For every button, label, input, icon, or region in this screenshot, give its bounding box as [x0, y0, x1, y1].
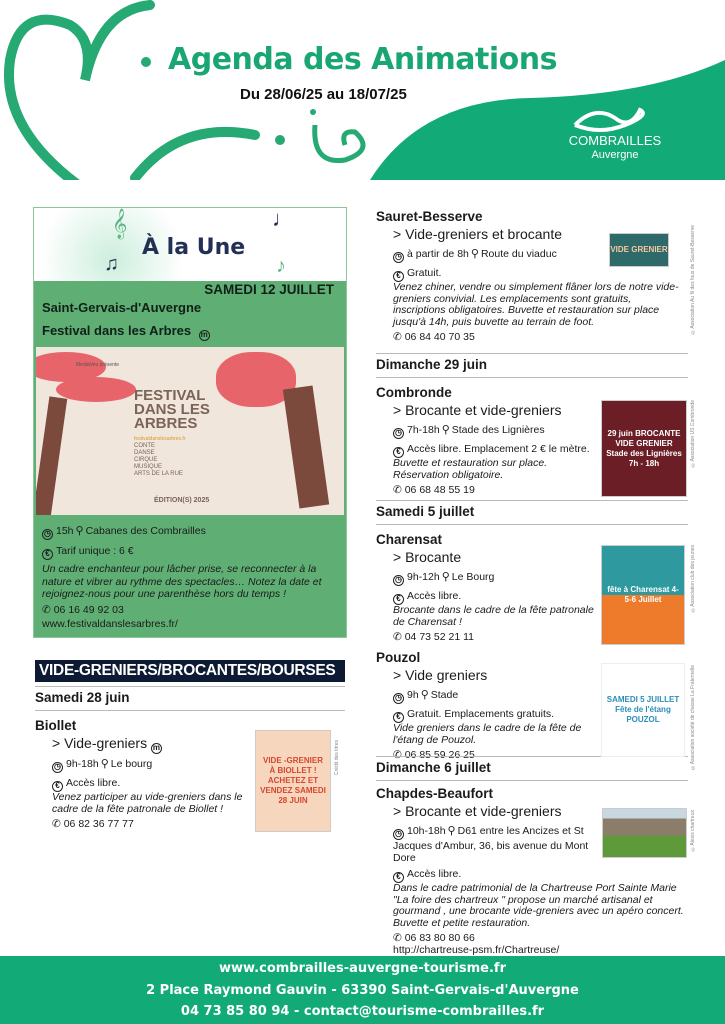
feature-price	[42, 545, 338, 560]
footer-address: 2 Place Raymond Gauvin - 63390 Saint-Gervais-d'Auvergne	[146, 982, 579, 998]
event-town: Charensat	[376, 532, 443, 547]
euro-icon: €	[42, 549, 53, 560]
phone: 06 82 36 77 77	[63, 818, 134, 830]
location-pin-icon: ⚲	[470, 248, 479, 260]
day-heading: Samedi 5 juillet	[376, 500, 688, 525]
feature-description: Un cadre enchanteur pour lâcher prise, se reconnecter à la nature et vibrer au rythme des spectacles… Notez la date et rejoignez-nous pour une parenthèse hors du temps !	[42, 563, 322, 600]
euro-icon: €	[393, 712, 404, 723]
event-time-place	[52, 758, 251, 773]
photo-credit: ©Association Au fil des fous de Sauret-Besserve	[690, 225, 696, 335]
event-activity: > Vide greniers	[393, 667, 488, 683]
feature-event-name: Festival dans les Arbres	[42, 323, 192, 338]
event-time-place	[393, 571, 596, 586]
day-heading: Samedi 28 juin	[35, 686, 345, 711]
day-heading: Dimanche 29 juin	[376, 353, 688, 378]
phone: 06 68 48 55 19	[404, 484, 475, 496]
event-poster: 29 juin BROCANTE VIDE GRENIER Stade des Lignières 7h - 18h	[601, 400, 687, 497]
event-photo	[602, 808, 687, 858]
feature-event	[34, 323, 346, 341]
clock-icon: ◷	[393, 693, 404, 704]
banner-title: À la Une	[142, 235, 246, 260]
time: 7h-18h	[407, 424, 440, 436]
event-activity: > Brocante et vide-greniers	[393, 402, 562, 418]
place: Le Bourg	[451, 571, 495, 583]
poster-title: FESTIVAL DANS LES ARBRES	[134, 387, 210, 432]
phone-icon: ✆	[52, 818, 64, 830]
place: Cabanes des Combrailles	[85, 525, 206, 537]
poster-site: festivaldanslesarbres.fr	[134, 436, 186, 442]
feature-date: SAMEDI 12 JUILLET	[204, 282, 334, 297]
location-pin-icon: ⚲	[75, 525, 84, 537]
discipline: CONTE	[134, 443, 155, 449]
event-poster: VIDE GRENIER	[609, 233, 669, 267]
poster-presenter: MediaVeu présente	[76, 362, 120, 368]
event-town: Biollet	[35, 718, 77, 733]
phone: 06 84 40 70 35	[404, 331, 475, 343]
event-biollet	[35, 717, 251, 830]
event-price	[393, 868, 598, 883]
date-range: Du 28/06/25 au 18/07/25	[240, 86, 407, 103]
event-description: Buvette et restauration sur place. Réservation obligatoire.	[393, 457, 548, 481]
event-phone	[393, 932, 688, 944]
event-price	[393, 443, 596, 458]
phone: 06 16 49 92 03	[53, 603, 124, 616]
time: 9h-12h	[407, 571, 440, 583]
euro-icon: €	[393, 872, 404, 883]
section-header: VIDE-GRENIERS/BROCANTES/BOURSES	[35, 660, 345, 682]
price: Accès libre.	[407, 868, 462, 880]
discipline: MUSIQUE	[134, 464, 163, 470]
accessibility-icon: m	[152, 743, 161, 752]
day-heading: Dimanche 6 juillet	[376, 756, 688, 781]
time: 9h-18h	[66, 758, 99, 770]
music-note-icon: 𝄞	[112, 208, 128, 238]
accessibility-icon: m	[200, 330, 208, 339]
feature-town: Saint-Gervais-d'Auvergne	[42, 300, 202, 315]
euro-icon: €	[393, 594, 404, 605]
footer-website[interactable]: www.combrailles-auvergne-tourisme.fr	[218, 961, 506, 976]
event-time-place	[393, 248, 604, 263]
activity-label: > Vide-greniers	[52, 735, 148, 751]
event-activity: > Vide-greniers et brocante	[393, 226, 563, 242]
time: 15h	[56, 525, 74, 537]
event-town: Chapdes-Beaufort	[376, 786, 494, 801]
price: Accès libre. Emplacement 2 € le mètre.	[407, 443, 590, 455]
location-pin-icon: ⚲	[420, 689, 429, 701]
clock-icon: ◷	[52, 762, 63, 773]
time: 9h	[407, 689, 419, 701]
event-phone	[52, 818, 251, 830]
place: Stade des Lignières	[451, 424, 545, 436]
discipline: ARTS DE LA RUE	[134, 471, 183, 477]
photo-credit: ©Association club des jeunes	[690, 545, 696, 613]
page-title: Agenda des Animations	[168, 42, 557, 77]
time: 10h-18h	[407, 825, 446, 837]
event-sauret-besserve	[376, 202, 688, 343]
location-pin-icon: ⚲	[100, 758, 109, 770]
logo-sub: Auvergne	[591, 149, 639, 161]
phone: 06 85 59 26 25	[404, 749, 475, 761]
event-price	[393, 267, 604, 282]
event-price	[393, 708, 596, 723]
event-price	[393, 590, 596, 605]
clock-icon: ◷	[393, 428, 404, 439]
event-poster: fête à Charensat 4-5-6 Juillet	[601, 545, 685, 645]
euro-icon: €	[52, 781, 63, 792]
event-town: Pouzol	[376, 650, 421, 665]
event-activity	[52, 734, 251, 754]
place: Le bourg	[110, 758, 153, 770]
event-activity: > Brocante	[393, 549, 462, 565]
event-description: Venez participer au vide-greniers dans le cadre de la fête patronale de Biollet !	[52, 791, 243, 815]
feature-phone	[42, 604, 338, 616]
phone-icon: ✆	[393, 331, 405, 343]
price: Gratuit.	[407, 267, 442, 279]
phone-icon: ✆	[393, 749, 405, 761]
logo-name: COMBRAILLES	[568, 133, 662, 148]
event-poster: VIDE -GRENIER À BIOLLET ! ACHETEZ ET VENDEZ SAMEDI 28 JUIN	[255, 730, 331, 832]
photo-credit: ©Association société de chasse La Fraternelle	[690, 665, 696, 771]
time: à partir de 8h	[407, 248, 469, 260]
location-pin-icon: ⚲	[441, 571, 450, 583]
discipline: DANSE	[134, 450, 155, 456]
place: Stade	[430, 689, 459, 701]
price: Gratuit. Emplacements gratuits.	[407, 708, 555, 720]
photo-credit: ©Alexis chartreux	[690, 810, 696, 852]
event-town: Sauret-Besserve	[376, 209, 483, 224]
phone-icon: ✆	[42, 603, 54, 616]
euro-icon: €	[393, 447, 404, 458]
event-link[interactable]: http://chartreuse-psm.fr/Chartreuse/	[393, 944, 560, 956]
feature-box	[33, 207, 347, 638]
event-poster: SAMEDI 5 JUILLET Fête de l'étang POUZOL	[601, 663, 685, 757]
event-town: Combronde	[376, 385, 452, 400]
event-description: Dans le cadre patrimonial de la Chartreuse Port Sainte Marie "La foire des chartreux " propose un marché artisanal et gourmand , une brocante vide-greniers avec un apéro concert. Buvette et petite restauration.	[393, 882, 684, 929]
footer-contact: 04 73 85 80 94 - contact@tourisme-combrailles.fr	[180, 1004, 545, 1019]
phone-icon: ✆	[393, 631, 405, 643]
price: Accès libre.	[66, 777, 121, 789]
clock-icon: ◷	[42, 529, 53, 540]
clock-icon: ◷	[393, 575, 404, 586]
event-activity: > Brocante et vide-greniers	[393, 803, 562, 819]
event-description: Brocante dans le cadre de la fête patronale de Charensat !	[393, 604, 594, 628]
feature-time-place	[42, 525, 338, 540]
event-time-place	[393, 424, 596, 439]
poster-disciplines	[134, 443, 183, 478]
event-price	[52, 777, 251, 792]
event-description: Vide greniers dans le cadre de la fête de l'étang de Pouzol.	[393, 722, 582, 746]
feature-link[interactable]: www.festivaldanslesarbres.fr/	[42, 617, 178, 630]
event-time-place	[393, 825, 598, 864]
clock-icon: ◷	[393, 252, 404, 263]
location-pin-icon: ⚲	[441, 424, 450, 436]
footer	[0, 956, 725, 1024]
event-time-place	[393, 689, 596, 704]
photo-credit: Crédit des titres	[334, 740, 340, 776]
brand-logo	[560, 134, 670, 162]
place: D61 entre les Ancizes et St Jacques d'Ambur, 36, bis avenue du Mont Dore	[393, 825, 589, 864]
event-description: Venez chiner, vendre ou simplement flâner lors de notre vide-greniers convivial. Les emplacements sont gratuits, inscriptions obligatoires. Buvette et restauration sur place jusqu'à 14h, puis buvette au terrain de foot.	[393, 281, 679, 328]
music-note-icon: ♩	[272, 206, 294, 231]
phone: 04 73 52 21 11	[404, 631, 475, 643]
discipline: CIRQUE	[134, 457, 158, 463]
clock-icon: ◷	[393, 829, 404, 840]
feature-poster	[36, 347, 344, 515]
price: Tarif unique : 6 €	[56, 545, 134, 557]
place: Route du viaduc	[480, 248, 557, 260]
photo-credit: ©Association US Combronde	[690, 400, 696, 468]
music-note-icon: ♪	[276, 255, 286, 277]
music-note-icon: ♫	[104, 253, 119, 275]
event-phone	[393, 331, 688, 343]
phone-icon: ✆	[393, 932, 405, 944]
price: Accès libre.	[407, 590, 462, 602]
location-pin-icon: ⚲	[447, 825, 456, 837]
phone: 06 83 80 80 66	[404, 932, 475, 944]
feature-banner	[34, 208, 346, 281]
euro-icon: €	[393, 271, 404, 282]
phone-icon: ✆	[393, 484, 405, 496]
poster-edition: ÉDITION(S) 2025	[154, 497, 210, 504]
